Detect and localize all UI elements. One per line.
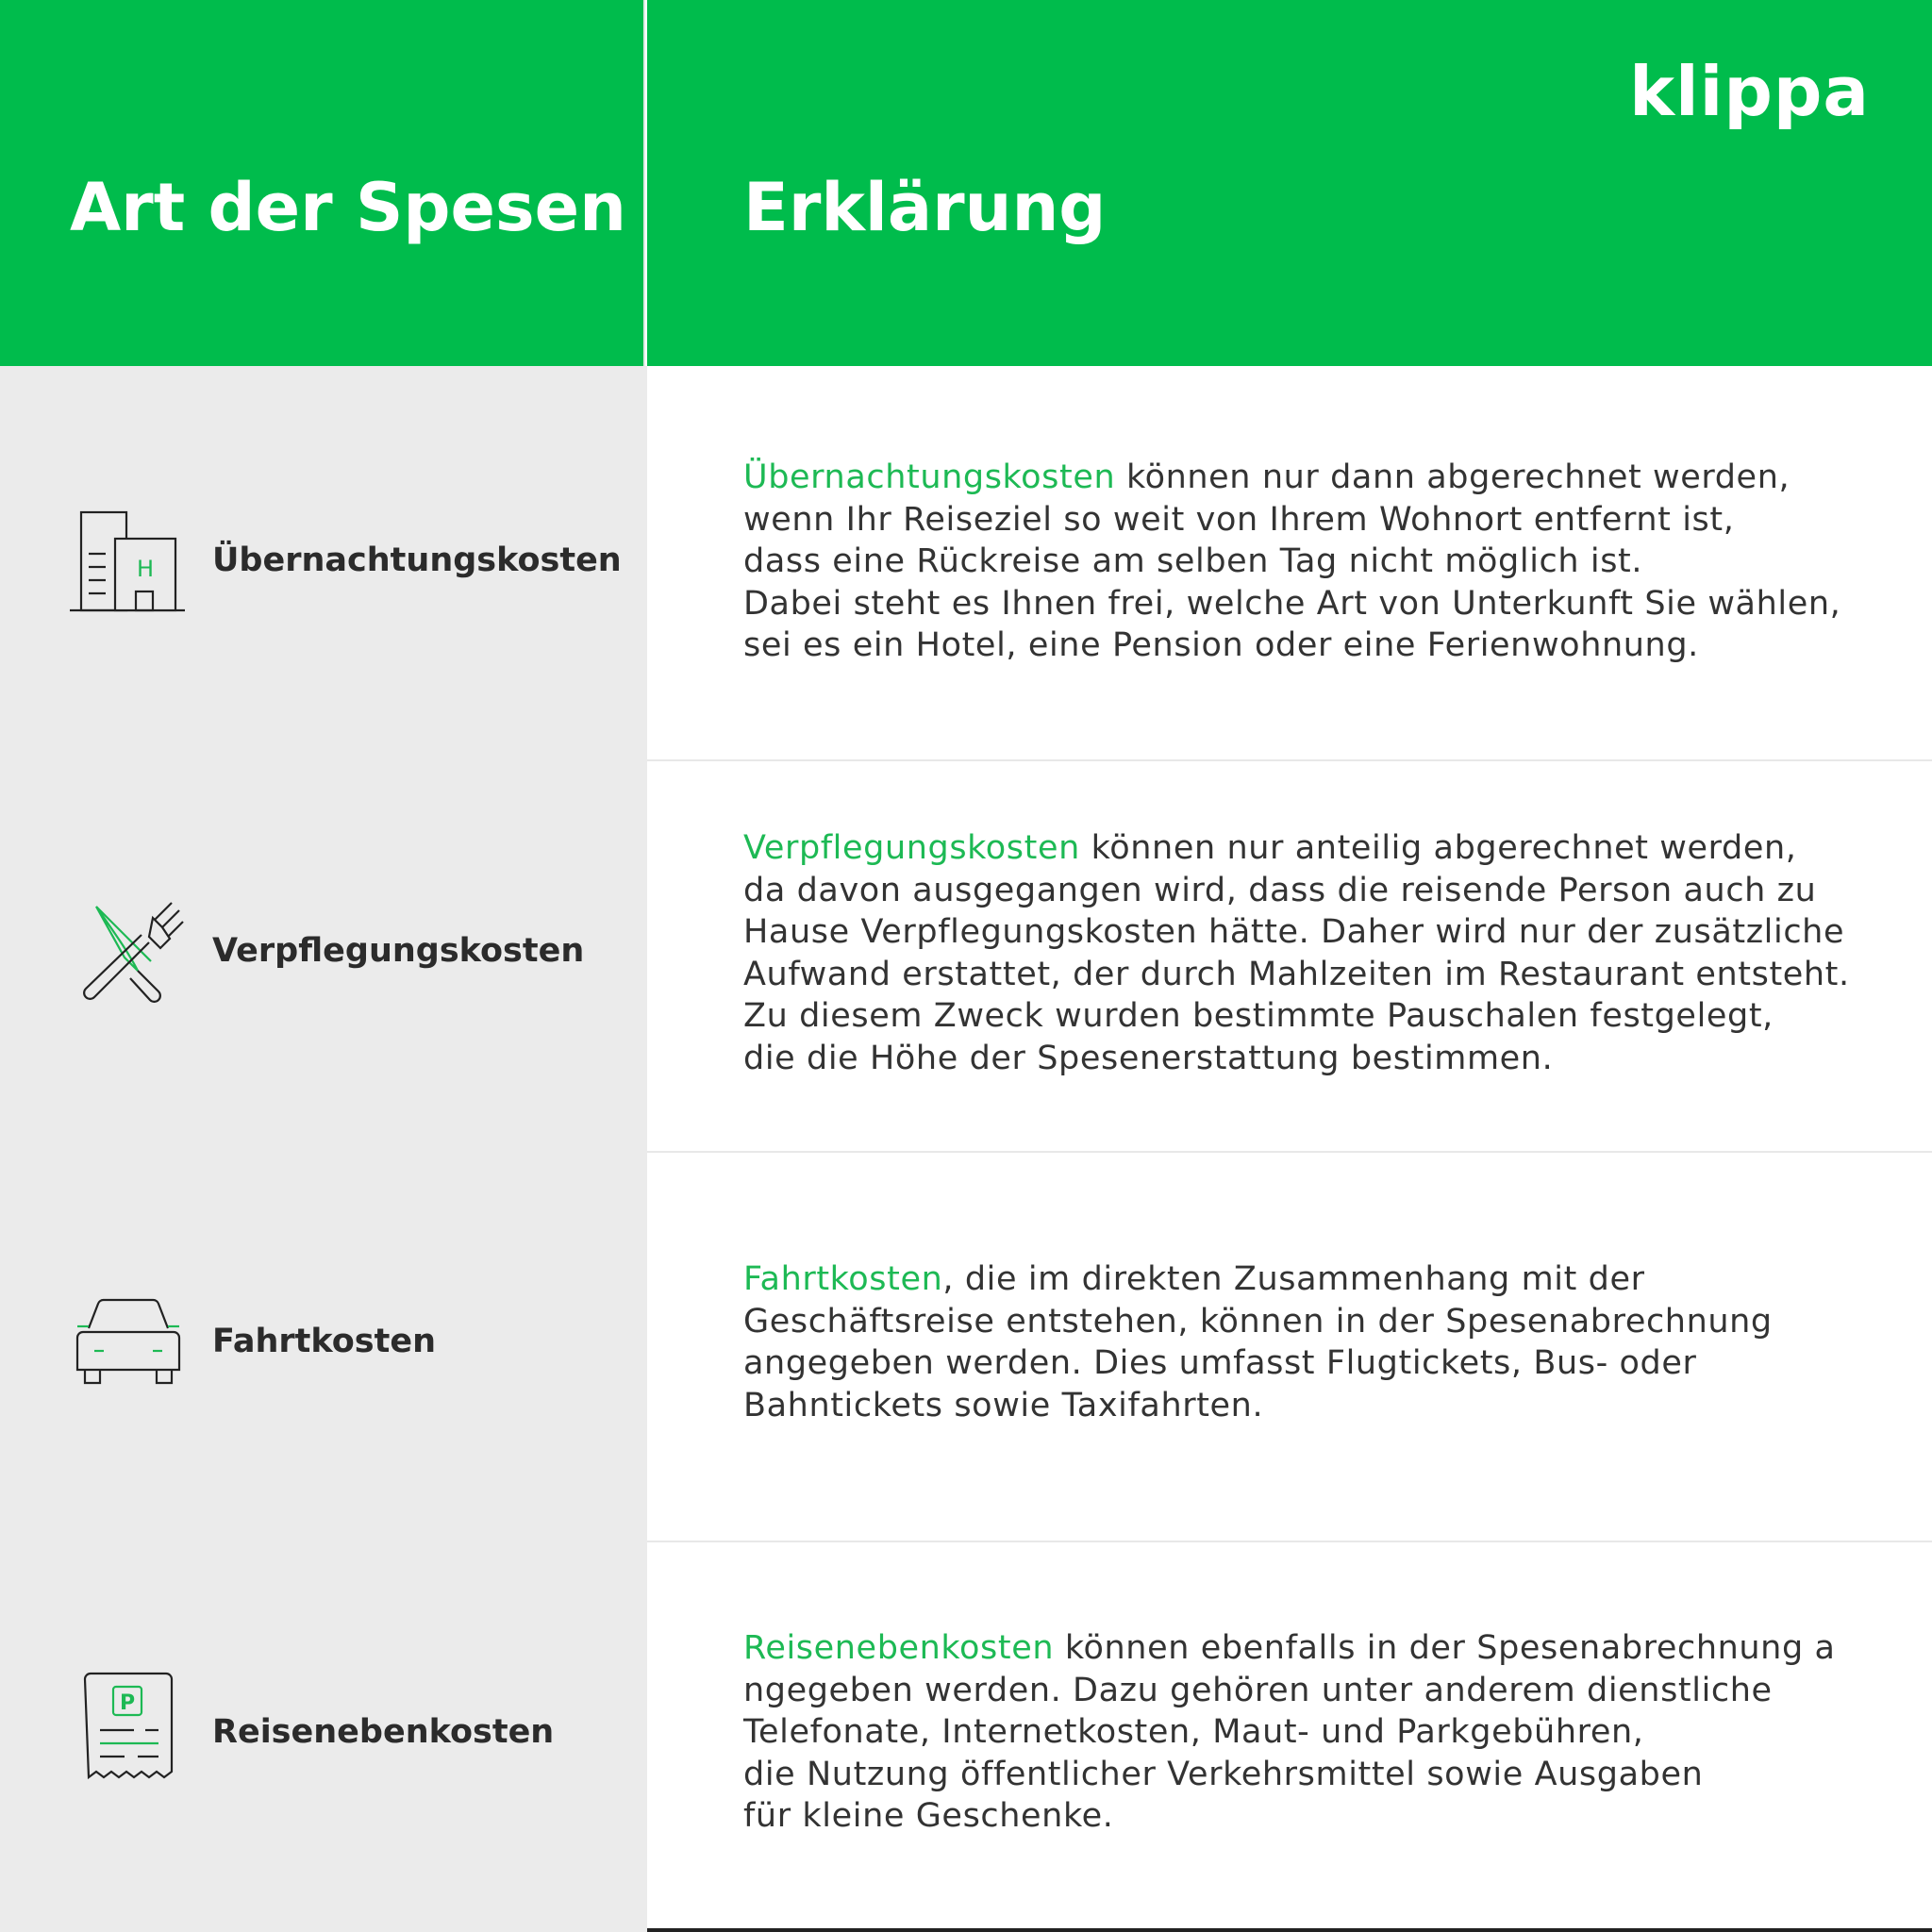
text-line: für kleine Geschenke. bbox=[743, 1797, 1114, 1835]
explanation-column bbox=[647, 366, 1932, 1932]
svg-text:P: P bbox=[120, 1691, 136, 1715]
bottom-border bbox=[647, 1928, 1932, 1932]
expense-type-row bbox=[0, 1538, 647, 1928]
text-line: dass eine Rückreise am selben Tag nicht möglich ist. bbox=[743, 542, 1643, 580]
text-line: können ebenfalls in der Spesenabrechnung a bbox=[1054, 1629, 1836, 1667]
expense-type-row bbox=[0, 757, 647, 1147]
explanation-keyword: Übernachtungskosten bbox=[743, 458, 1116, 496]
text-line: die die Höhe der Spesenerstattung bestimmen. bbox=[743, 1039, 1554, 1077]
text-line: Hause Verpflegungskosten hätte. Daher wird nur der zusätzliche bbox=[743, 913, 1845, 951]
expense-type-row bbox=[0, 1147, 647, 1538]
text-line: Telefonate, Internetkosten, Maut- und Parkgebühren, bbox=[743, 1713, 1644, 1751]
row-divider bbox=[647, 1151, 1932, 1153]
expense-type-title: Reisenebenkosten bbox=[212, 1713, 555, 1751]
explanation-text bbox=[743, 1627, 1913, 1838]
car-icon bbox=[68, 1279, 191, 1402]
row-divider bbox=[647, 759, 1932, 761]
expense-type-title: Verpflegungskosten bbox=[212, 932, 585, 970]
explanation-keyword: Verpflegungskosten bbox=[743, 829, 1080, 867]
cutlery-icon bbox=[68, 890, 191, 1012]
row-divider bbox=[647, 1541, 1932, 1542]
text-line: angegeben werden. Dies umfasst Flugtickets, Bus- oder bbox=[743, 1344, 1697, 1382]
explanation-keyword: Fahrtkosten bbox=[743, 1260, 943, 1298]
text-line: , die im direkten Zusammenhang mit der bbox=[942, 1260, 1645, 1298]
column-title-explanation: Erklärung bbox=[743, 169, 1107, 246]
text-line: Geschäftsreise entstehen, können in der Spesenabrechnung bbox=[743, 1302, 1773, 1341]
header-left bbox=[0, 0, 645, 366]
text-line: Bahntickets sowie Taxifahrten. bbox=[743, 1386, 1264, 1424]
text-line: Aufwand erstattet, der durch Mahlzeiten im Restaurant entsteht. bbox=[743, 955, 1850, 993]
explanation-text bbox=[743, 827, 1913, 1079]
text-line: ngegeben werden. Dazu gehören unter anderem dienstliche bbox=[743, 1671, 1773, 1709]
text-line: können nur anteilig abgerechnet werden, bbox=[1079, 829, 1797, 867]
text-line: sei es ein Hotel, eine Pension oder eine Ferienwohnung. bbox=[743, 626, 1699, 664]
svg-text:H: H bbox=[137, 556, 155, 582]
explanation-text bbox=[743, 1258, 1913, 1426]
text-line: wenn Ihr Reiseziel so weit von Ihrem Wohnort entfernt ist, bbox=[743, 500, 1735, 539]
text-line: Dabei steht es Ihnen frei, welche Art von Unterkunft Sie wählen, bbox=[743, 584, 1841, 623]
text-line: da davon ausgegangen wird, dass die reisende Person auch zu bbox=[743, 871, 1817, 909]
text-line: können nur dann abgerechnet werden, bbox=[1115, 458, 1790, 496]
text-line: Zu diesem Zweck wurden bestimmte Pauschalen festgelegt, bbox=[743, 997, 1774, 1035]
header-right bbox=[647, 0, 1932, 366]
column-title-type: Art der Spesen bbox=[70, 169, 626, 246]
hotel-building-icon bbox=[68, 499, 191, 622]
explanation-keyword: Reisenebenkosten bbox=[743, 1629, 1055, 1667]
text-line: die Nutzung öffentlicher Verkehrsmittel sowie Ausgaben bbox=[743, 1755, 1704, 1793]
explanation-text bbox=[743, 457, 1913, 667]
expense-type-column bbox=[0, 366, 647, 1932]
klippa-logo: klippa bbox=[1629, 52, 1870, 131]
expense-type-title: Übernachtungskosten bbox=[212, 541, 622, 579]
parking-receipt-icon bbox=[68, 1666, 191, 1789]
expense-type-row bbox=[0, 366, 647, 757]
expense-type-title: Fahrtkosten bbox=[212, 1323, 436, 1360]
